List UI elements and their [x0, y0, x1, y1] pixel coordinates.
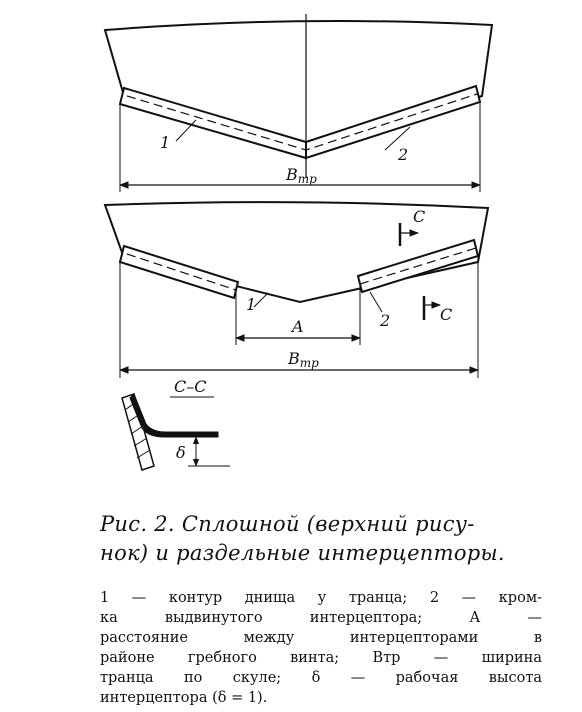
caption-line-1: Рис. 2. Сплошной (верхний рису- [100, 512, 475, 536]
section-title: C–C [174, 377, 207, 396]
section-delta-label: δ [176, 443, 186, 462]
section-mark-bottom-label: C [440, 305, 453, 324]
figure-caption [100, 510, 540, 568]
top-interceptor-left [120, 88, 306, 158]
bottom-label-2: 2 [380, 311, 391, 330]
top-interceptor-right [306, 86, 480, 158]
legend-line-5: транца по скуле; δ — рабочая высота [100, 670, 542, 686]
top-label-2: 2 [398, 145, 409, 164]
top-width-label: Bтр [286, 165, 317, 186]
legend-line-6: интерцептора (δ = 1). [100, 690, 268, 706]
legend-line-3: расстояние между интерцепторами в [100, 630, 542, 646]
bottom-label-1: 1 [246, 295, 257, 314]
legend-line-2: ка выдвинутого интерцептора; А — [100, 610, 542, 626]
caption-line-2: нок) и раздельные интерцепторы. [100, 541, 505, 565]
bottom-transom-outline [105, 202, 488, 302]
top-label-1: 1 [160, 133, 171, 152]
bottom-interceptor-left [120, 246, 238, 298]
legend-line-1: 1 — контур днища у транца; 2 — кром- [100, 590, 542, 606]
bottom-width-label: Bтр [288, 349, 319, 370]
legend-line-4: районе гребного винта; Bтр — ширина [100, 650, 542, 666]
bottom-label-A: A [292, 317, 304, 336]
section-mark-top-label: C [413, 207, 426, 226]
figure-legend [100, 588, 542, 708]
top-diagram [105, 14, 492, 192]
